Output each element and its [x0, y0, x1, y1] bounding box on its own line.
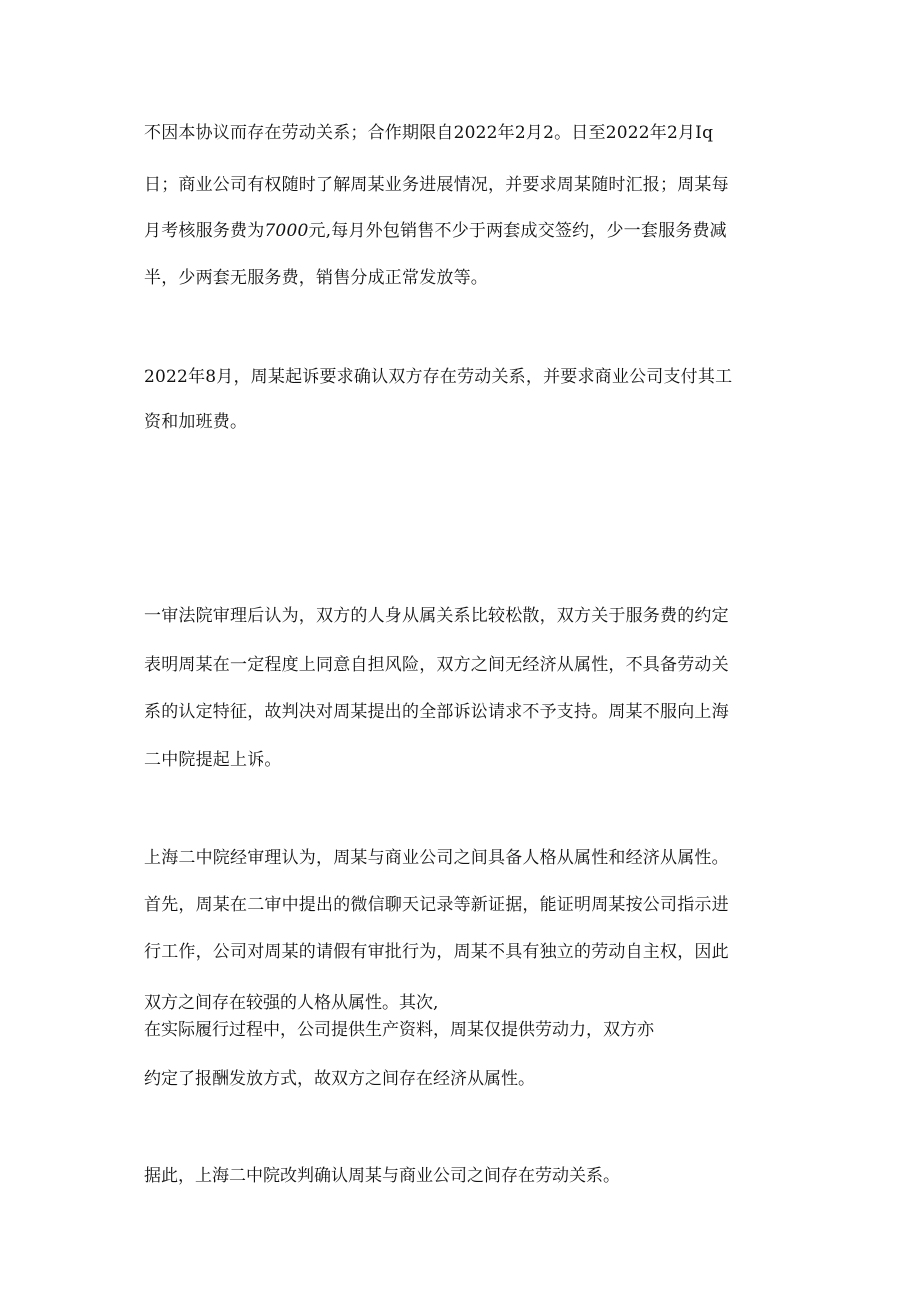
- paragraph-4-line-5: 在实际履行过程中，公司提供生产资料，周某仅提供劳动力，双方亦: [144, 1020, 654, 1040]
- paragraph-4-line-1: 上海二中院经审理认为，周某与商业公司之间具备人格从属性和经济从属性。: [144, 848, 729, 868]
- paragraph-3-line-3: 系的认定特征，故判决对周某提出的全部诉讼请求不予支持。周某不服向上海: [144, 702, 729, 722]
- paragraph-4-line-6: 约定了报酬发放方式，故双方之间存在经济从属性。: [144, 1069, 535, 1089]
- service-fee-label: 月考核服务费为: [144, 221, 265, 241]
- paragraph-4-line-2: 首先，周某在二审中提出的微信聊天记录等新证据，能证明周某按公司指示进: [144, 895, 729, 915]
- paragraph-3-line-4: 二中院提起上诉。: [144, 750, 282, 770]
- paragraph-3-line-1: 一审法院审理后认为，双方的人身从属关系比较松散，双方关于服务费的约定: [144, 606, 729, 626]
- service-fee-terms: 元,每月外包销售不少于两套成交签约，少一套服务费减: [308, 221, 727, 241]
- paragraph-4-line-4: 双方之间存在较强的人格从属性。其次,: [144, 993, 439, 1013]
- paragraph-1-line-3: [144, 219, 727, 243]
- paragraph-5-line-1: 据此，上海二中院改判确认周某与商业公司之间存在劳动关系。: [144, 1166, 620, 1186]
- paragraph-2-line-1: 2022年8月，周某起诉要求确认双方存在劳动关系，并要求商业公司支付其工: [144, 367, 733, 387]
- paragraph-1-line-2: 日；商业公司有权随时了解周某业务进展情况，并要求周某随时汇报；周某每: [144, 175, 729, 195]
- paragraph-2-line-2: 资和加班费。: [144, 412, 248, 432]
- paragraph-4-line-3: 行工作，公司对周某的请假有审批行为，周某不具有独立的劳动自主权，因此: [144, 942, 729, 962]
- service-fee-amount: 7000: [264, 221, 309, 241]
- paragraph-1-line-1: 不因本协议而存在劳动关系；合作期限自2022年2月2。日至2022年2月Iq: [144, 123, 714, 143]
- paragraph-1-line-4: 半，少两套无服务费，销售分成正常发放等。: [144, 268, 488, 288]
- paragraph-3-line-2: 表明周某在一定程度上同意自担风险，双方之间无经济从属性，不具备劳动关: [144, 655, 729, 675]
